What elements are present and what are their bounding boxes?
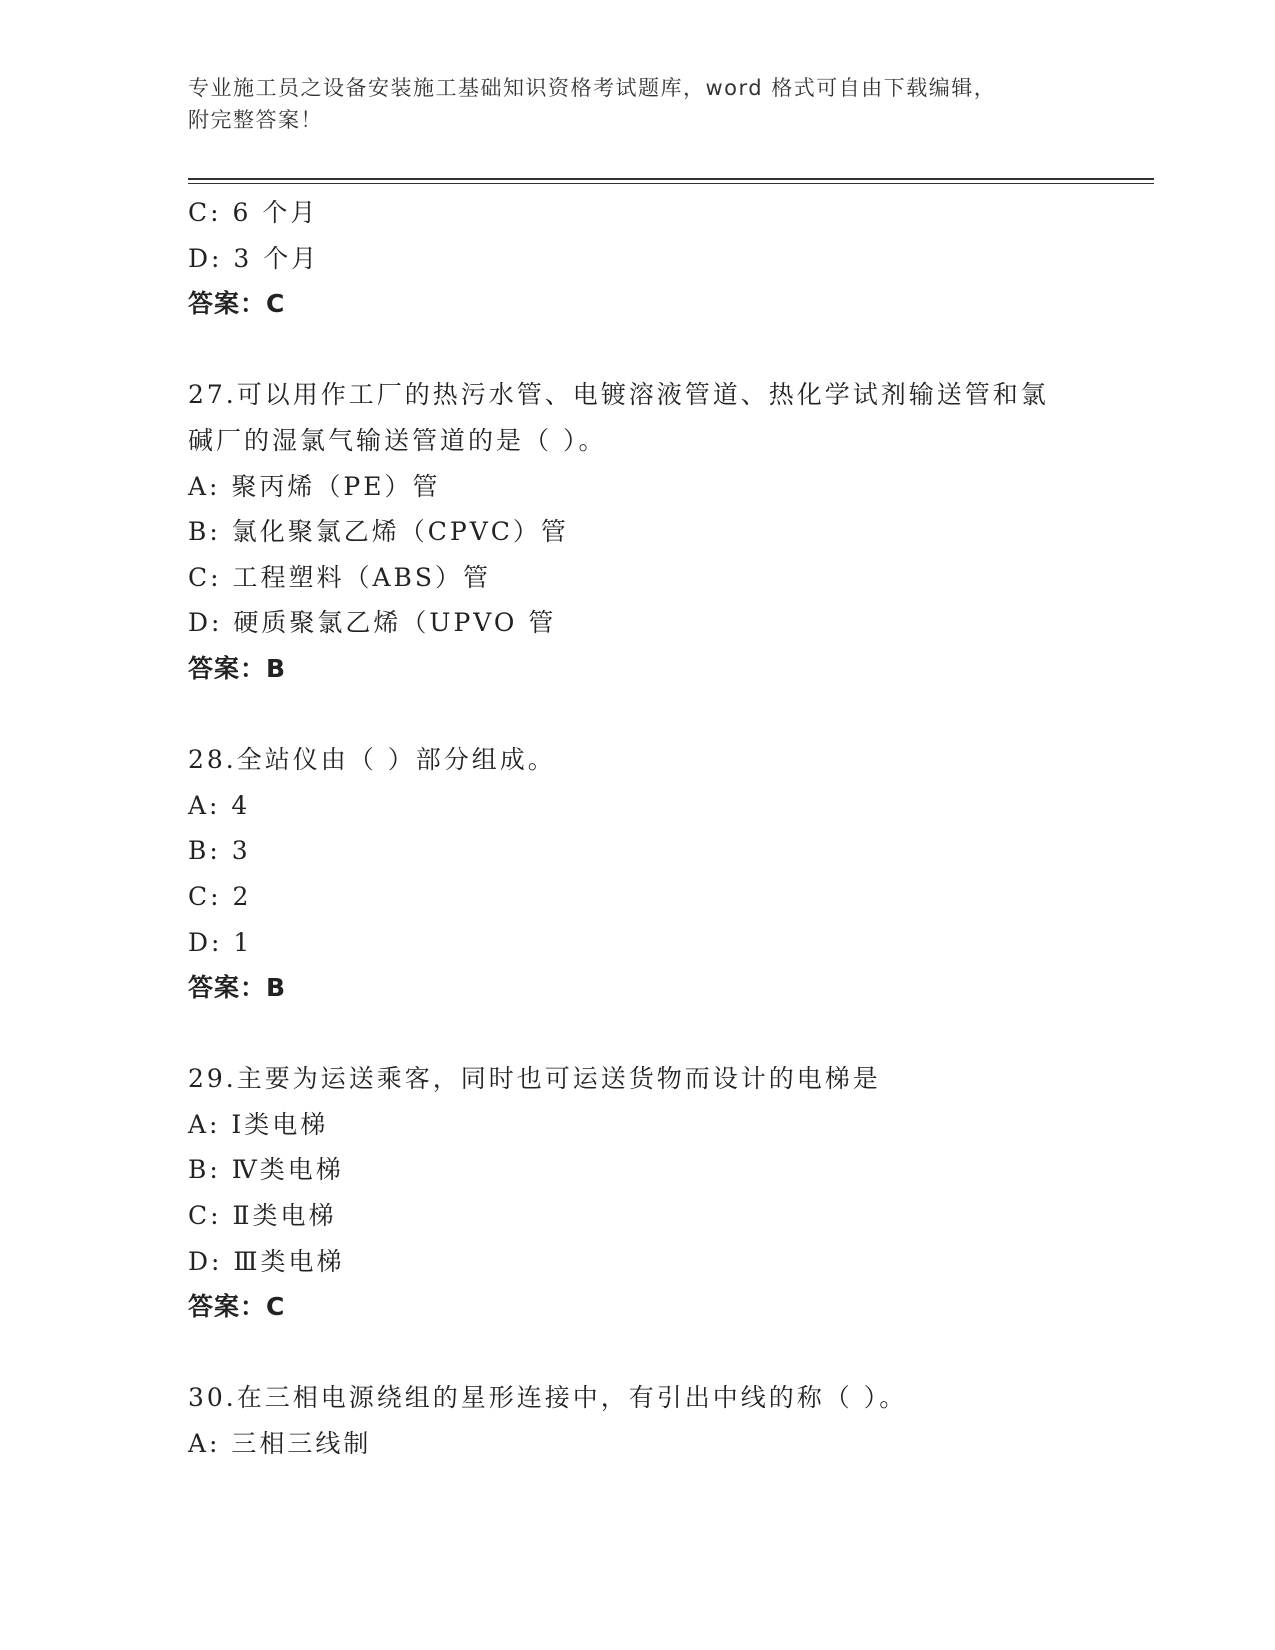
option-d: D: 1 [188, 927, 253, 957]
answer-line: 答案：C [188, 289, 286, 319]
answer-line: 答案：C [188, 1292, 286, 1322]
question-stem: 碱厂的湿氯气输送管道的是（ ）。 [188, 425, 607, 455]
question-stem: 28.全站仪由（ ）部分组成。 [188, 745, 556, 775]
option-b: B: 3 [188, 836, 251, 866]
question-28 [188, 737, 1148, 1011]
answer-line: 答案：B [188, 653, 287, 683]
option-c: C: 2 [188, 881, 252, 911]
answer-line: 答案：B [188, 973, 287, 1003]
header-title-line-2: 附完整答案！ [188, 108, 323, 132]
question-stem: 27.可以用作工厂的热污水管、电镀溶液管道、热化学试剂输送管和氯 [188, 380, 1049, 410]
option-c: C: 6 个月 [188, 198, 319, 227]
question-stem: 29.主要为运送乘客，同时也可运送货物而设计的电梯是 [188, 1064, 881, 1094]
question-stem: 30.在三相电源绕组的星形连接中，有引出中线的称（ ）。 [188, 1383, 908, 1413]
option-c: C: 工程塑料（ABS）管 [188, 562, 492, 592]
page-header [188, 72, 1088, 136]
question-29 [188, 1056, 1148, 1330]
option-d: D: Ⅲ类电梯 [188, 1246, 345, 1276]
question-27 [188, 372, 1148, 691]
header-title-line-1: 专业施工员之设备安装施工基础知识资格考试题库，word 格式可自由下载编辑， [188, 76, 997, 100]
option-a: A: Ⅰ类电梯 [188, 1109, 329, 1139]
question-list [188, 190, 1148, 1467]
option-a: A: 4 [188, 790, 251, 820]
previous-question-tail [188, 190, 1148, 327]
question-30 [188, 1375, 1148, 1466]
option-b: B: Ⅳ类电梯 [188, 1155, 344, 1185]
option-a: A: 聚丙烯（PE）管 [188, 471, 441, 501]
header-divider [188, 178, 1154, 184]
option-d: D: 3 个月 [188, 243, 320, 273]
option-c: C: Ⅱ类电梯 [188, 1201, 337, 1231]
option-a: A: 三相三线制 [188, 1429, 372, 1459]
option-d: D: 硬质聚氯乙烯（UPVO 管 [188, 608, 557, 638]
option-b: B: 氯化聚氯乙烯（CPVC）管 [188, 517, 569, 547]
